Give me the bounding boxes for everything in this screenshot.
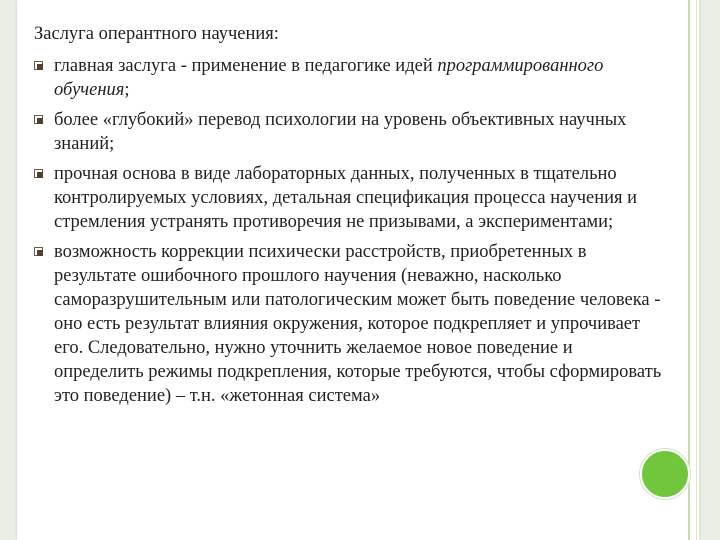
decorative-green-circle [640,449,690,499]
list-item-tail: ; [124,80,130,100]
square-bullet-icon [34,169,43,178]
list-item-text: прочная основа в виде лабораторных данных, полученных в тщательно контролируемых условиях, детальная спецификация процесса научения и стремления устранять противоречия не призывами, а экспериментами; [54,164,638,232]
bullet-list [34,54,664,414]
list-item-text: главная заслуга - применение в педагогике идей [54,56,438,76]
decorative-vertical-line-thin [696,0,697,540]
decorative-vertical-line [688,0,690,540]
list-item [34,108,664,156]
square-bullet-icon [34,115,43,124]
square-bullet-icon [34,61,43,70]
list-item-text: более «глубокий» перевод психологии на уровень объективных научных знаний; [54,110,627,154]
square-bullet-icon [34,247,43,256]
list-item-text: возможность коррекции психически расстройств, приобретенных в результате ошибочного прошлого научения (неважно, насколько саморазрушительным или патологическим может быть поведение человека - оно есть результат влияния окружения, которое подкрепляет и упрочивает его. Следовательно, нужно уточнить желаемое новое поведение и определить режимы подкрепления, которые требуются, чтобы сформировать это поведение) – т.н. «жетонная система» [54,242,662,406]
list-item [34,162,664,234]
slide-title: Заслуга оперантного научения: [34,24,279,44]
list-item [34,54,664,102]
list-item [34,240,664,408]
list-item-italic-text: программированного обучения [54,56,604,100]
